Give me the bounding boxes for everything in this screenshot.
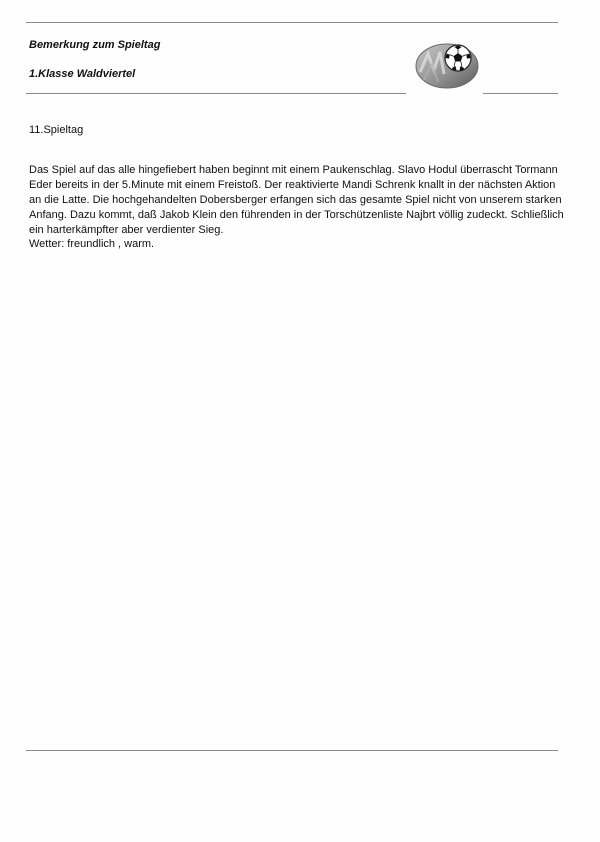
top-divider — [26, 22, 558, 23]
bottom-divider — [26, 750, 558, 751]
header-divider-right — [483, 93, 558, 94]
header-divider-left — [26, 93, 406, 94]
header-subtitle: 1.Klasse Waldviertel — [29, 68, 136, 80]
match-report-paragraph: Das Spiel auf das alle hingefiebert haben beginnt mit einem Paukenschlag. Slavo Hodul überrascht Tormann Eder bereits in der 5.Minute mit einem Freistoß. Der reaktivierte Mandi Schrenk knallt in der nächsten Aktion an die Latte. Die hochgehandelten Dobersberger erfangen sich das gesamte Spiel nicht von unserem starken Anfang. Dazu kommt, daß Jakob Klein den führenden in der Torschützenliste Najbrt völlig zudeckt. Schließlich ein harterkämpfter aber verdienter Sieg. — [29, 164, 564, 236]
matchday-label: 11.Spieltag — [29, 124, 84, 136]
soccer-ball-logo-icon — [414, 40, 480, 90]
header-title: Bemerkung zum Spieltag — [29, 39, 161, 51]
weather-line: Wetter: freundlich , warm. — [29, 238, 155, 250]
